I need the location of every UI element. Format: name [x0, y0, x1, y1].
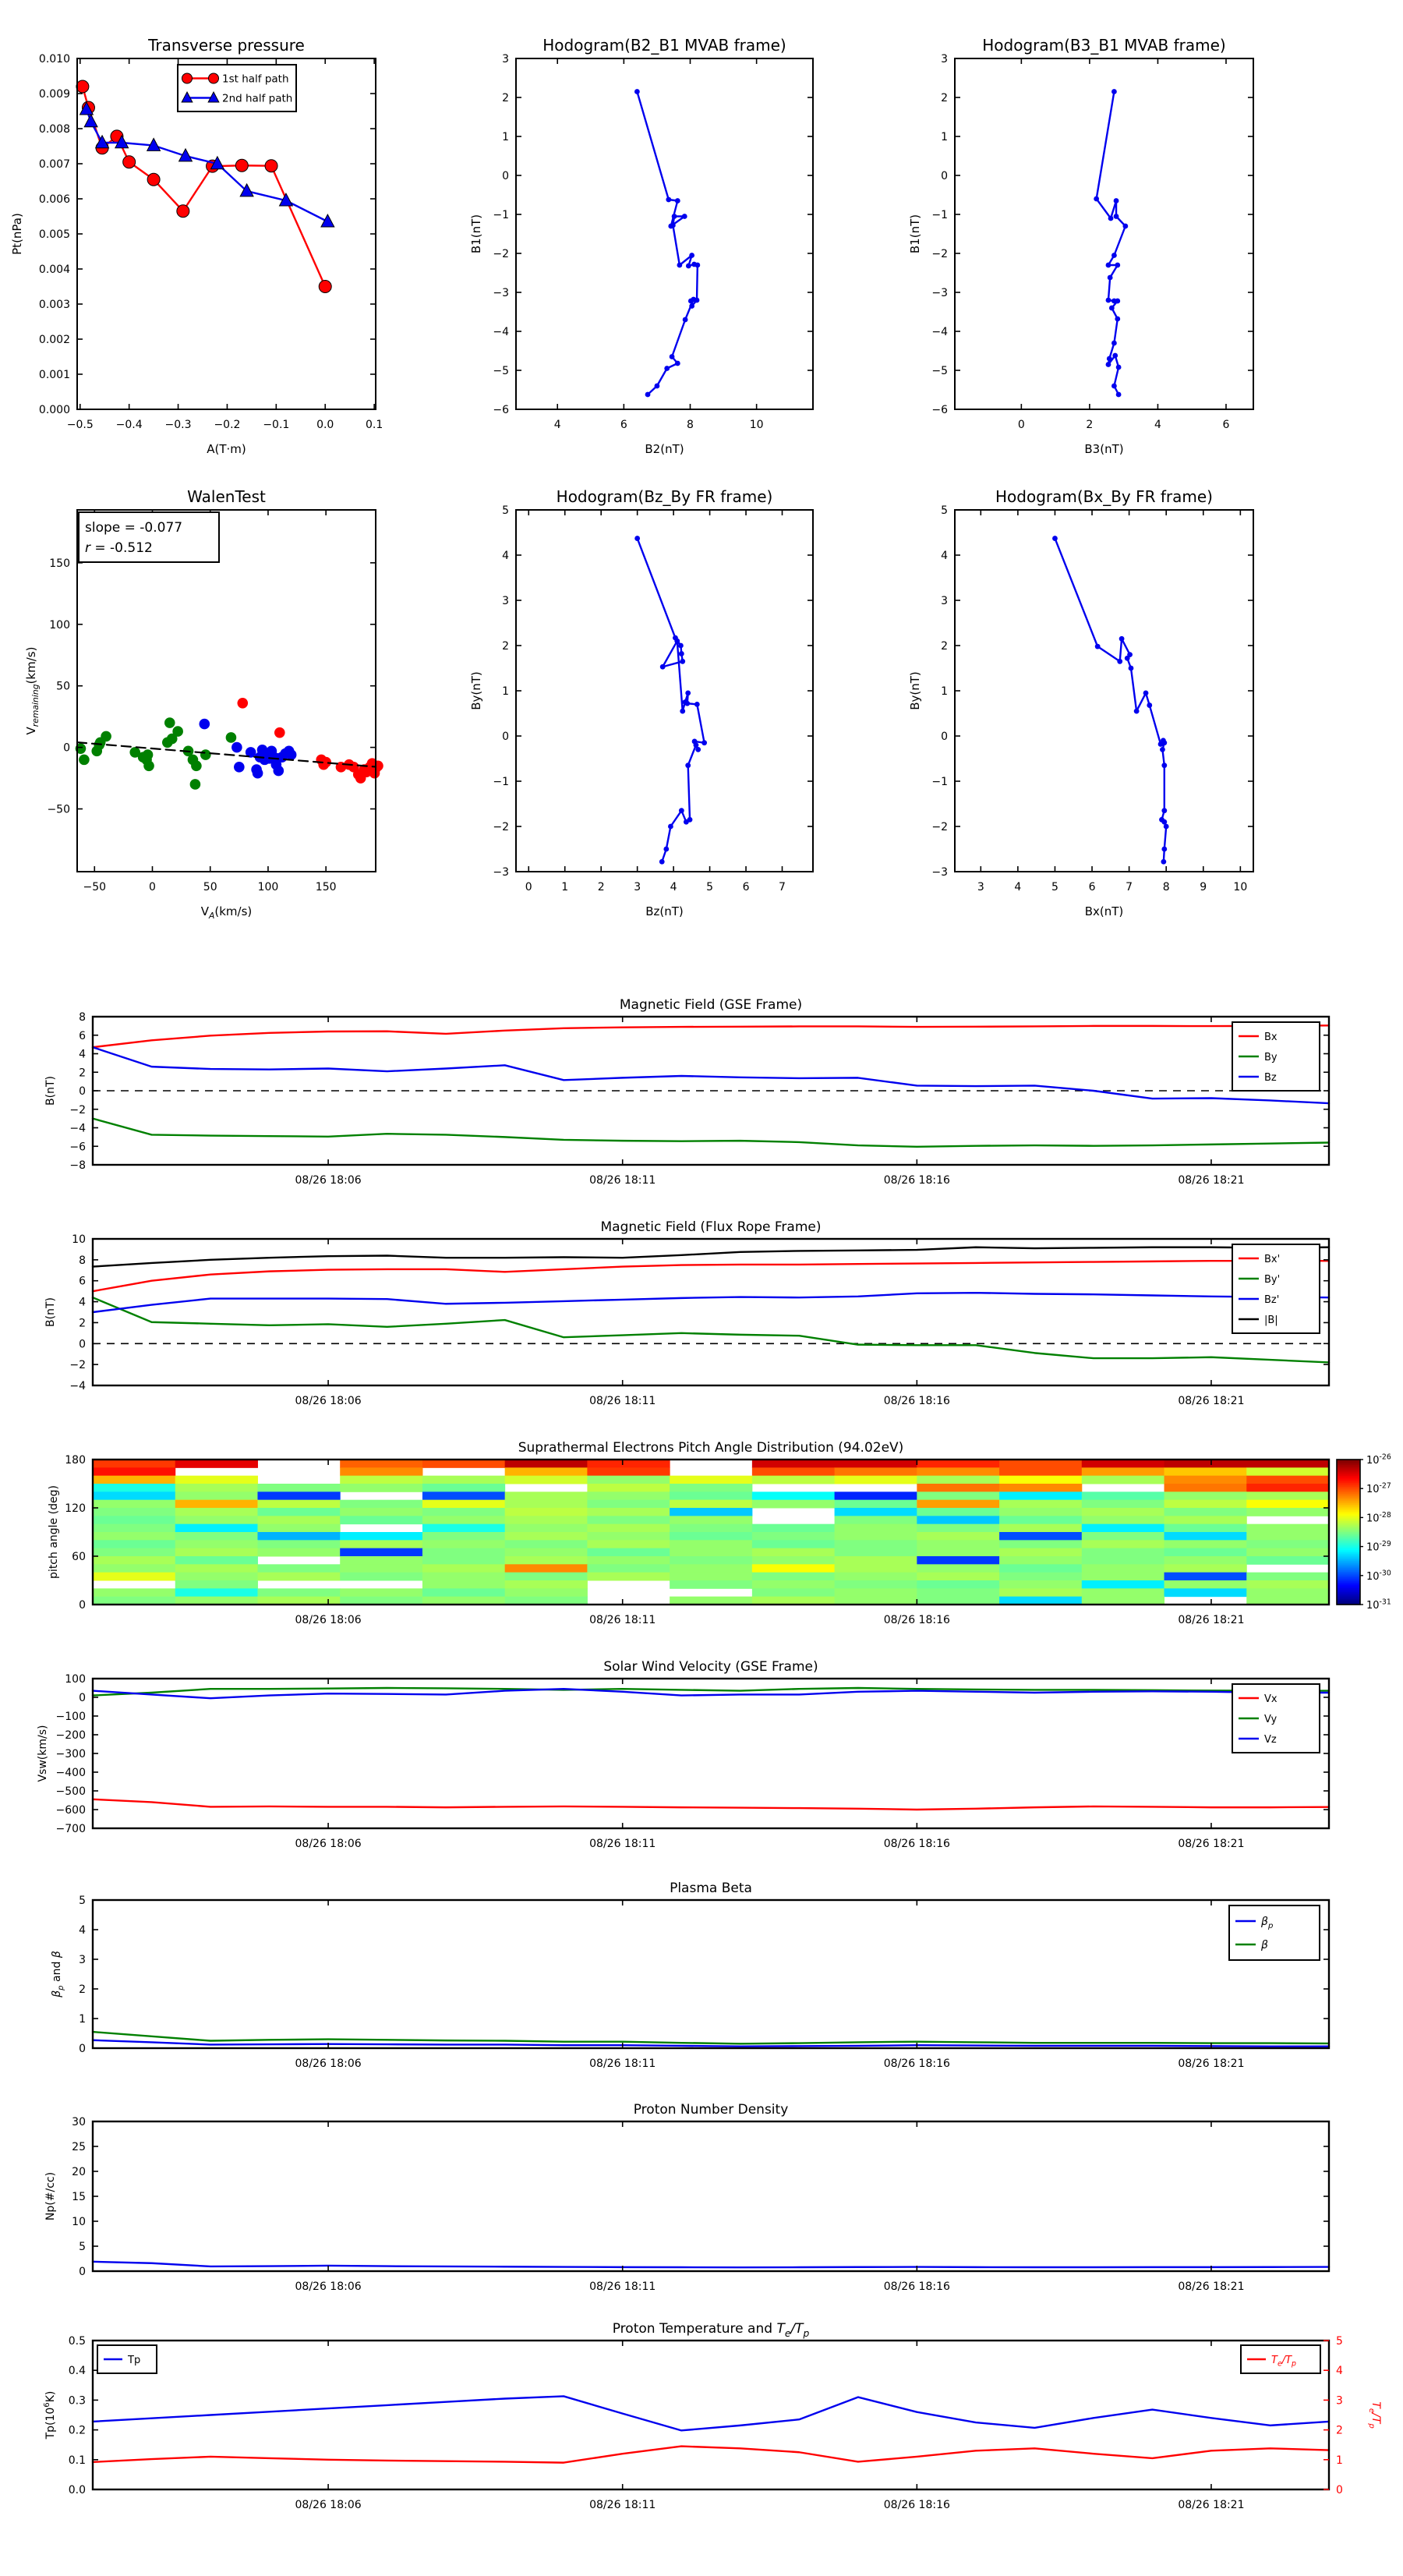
x-tick-label: 08/26 18:16: [883, 1838, 950, 1850]
y-tick-label: 0: [63, 741, 70, 755]
x-tick-label: 7: [1126, 881, 1133, 893]
x-tick-label: 6: [742, 881, 750, 893]
y-axis-label: B(nT): [44, 1076, 57, 1106]
legend-label: |B|: [1264, 1315, 1278, 1326]
legend-label: Tp: [128, 2355, 141, 2366]
y-tick-label: −4: [931, 326, 948, 338]
x-tick-label: 08/26 18:11: [589, 2499, 656, 2511]
panel-title: Suprathermal Electrons Pitch Angle Distribution (94.02eV): [518, 1440, 904, 1456]
y-tick-label: −500: [55, 1785, 86, 1798]
x-tick-label: 08/26 18:21: [1178, 1614, 1245, 1626]
x-axis-label: $V_A(km/s)$: [200, 904, 253, 922]
y-tick-label: 50: [56, 680, 70, 693]
x-tick-label: 0: [1017, 419, 1025, 431]
panel-title: Solar Wind Velocity (GSE Frame): [603, 1659, 818, 1675]
y-tick-label: −600: [55, 1804, 86, 1817]
y-tick-label: 3: [79, 1954, 86, 1966]
x-tick-label: 08/26 18:06: [295, 1838, 362, 1850]
y-tick-label: 8: [79, 1011, 86, 1024]
x-tick-label: 08/26 18:16: [883, 2499, 950, 2511]
y-tick-label: 0: [79, 1599, 86, 1612]
panel-title: Hodogram(Bx_By FR frame): [995, 487, 1214, 506]
x-tick-label: 08/26 18:21: [1178, 2281, 1245, 2293]
x-tick-label: −50: [83, 881, 107, 893]
y-tick-label: 180: [65, 1454, 86, 1467]
legend-label: 1st half path: [222, 73, 289, 86]
colorbar-tick-label: $10^{-27}$: [1366, 1481, 1391, 1496]
x-tick-label: 5: [1051, 881, 1058, 893]
panel-title: Hodogram(Bz_By FR frame): [556, 487, 773, 506]
y-tick-label: 0.3: [68, 2394, 86, 2408]
y-tick-label: 150: [49, 557, 70, 570]
y-tick-label: 4: [79, 1924, 86, 1937]
y-tick-label: −4: [69, 1122, 86, 1135]
y-tick-label: 0.004: [38, 264, 70, 276]
x-tick-label: 5: [706, 881, 714, 893]
y-tick-label: 100: [65, 1673, 86, 1686]
x-tick-label: 08/26 18:06: [295, 1395, 362, 1407]
y-tick-label: 0.007: [38, 158, 70, 171]
y-tick-label: 5: [941, 504, 948, 517]
x-axis-label: B3(nT): [1084, 442, 1124, 456]
y-axis-label: By(nT): [908, 671, 922, 710]
y-tick-label: −4: [493, 326, 509, 338]
panel-title: Hodogram(B2_B1 MVAB frame): [542, 36, 786, 55]
y-axis-label: B1(nT): [908, 214, 922, 254]
legend-label: $\beta_p$: [1261, 1916, 1274, 1930]
x-tick-label: 08/26 18:06: [295, 1174, 362, 1187]
y-tick-label: 3: [941, 595, 948, 607]
x-tick-label: 08/26 18:21: [1178, 2499, 1245, 2511]
x-tick-label: 08/26 18:11: [589, 2281, 656, 2293]
x-tick-label: 08/26 18:16: [883, 2281, 950, 2293]
y-axis-label: B1(nT): [469, 214, 483, 254]
y-tick-label: 5: [502, 504, 509, 517]
y-tick-label: −2: [493, 821, 509, 833]
x-axis-label: Bz(nT): [645, 904, 684, 918]
x-tick-label: 9: [1200, 881, 1207, 893]
panel-title: Proton Number Density: [633, 2102, 789, 2118]
x-tick-label: 6: [1222, 419, 1230, 431]
x-tick-label: 08/26 18:16: [883, 1614, 950, 1626]
panel-title: WalenTest: [187, 487, 266, 506]
x-tick-label: 8: [687, 419, 694, 431]
x-tick-label: 4: [1014, 881, 1022, 893]
y-tick-label: −200: [55, 1729, 86, 1742]
y-tick-label: 0.009: [38, 88, 70, 101]
legend-box: [1229, 1905, 1320, 1960]
y-tick-label: 30: [72, 2116, 86, 2128]
y-tick-label: 0.002: [38, 334, 70, 346]
y-tick-label: 25: [72, 2141, 86, 2153]
y-tick-label: −4: [69, 1380, 86, 1392]
y-tick-label: 1: [941, 685, 948, 698]
y-tick-label: −3: [493, 866, 509, 879]
y-tick-label: −5: [493, 365, 509, 377]
x-tick-label: 08/26 18:16: [883, 1174, 950, 1187]
x-tick-label: −0.3: [164, 419, 192, 431]
y-tick-label: 6: [79, 1275, 86, 1288]
x-tick-label: 08/26 18:06: [295, 2058, 362, 2070]
y-tick-label: −6: [931, 404, 948, 416]
x-tick-label: 08/26 18:11: [589, 1395, 656, 1407]
x-tick-label: −0.2: [214, 419, 241, 431]
x-tick-label: 2: [597, 881, 605, 893]
y-tick-label: −3: [493, 287, 509, 299]
y-tick-label: 2: [502, 640, 509, 653]
x-axis-label: Bx(nT): [1084, 904, 1124, 918]
x-tick-label: 10: [749, 419, 764, 431]
x-tick-label: 08/26 18:16: [883, 1395, 950, 1407]
y-tick-label: −300: [55, 1748, 86, 1760]
x-tick-label: 3: [977, 881, 984, 893]
x-tick-label: −0.4: [115, 419, 143, 431]
y2-tick-label: 0: [1336, 2484, 1343, 2496]
y-tick-label: 120: [65, 1502, 86, 1515]
x-tick-label: 7: [779, 881, 786, 893]
legend-label: By': [1264, 1274, 1281, 1286]
colorbar-tick-label: $10^{-28}$: [1366, 1510, 1391, 1525]
y-tick-label: 10: [72, 1233, 86, 1246]
y-tick-label: 6: [79, 1029, 86, 1042]
y-tick-label: 0.003: [38, 299, 70, 311]
y-tick-label: 3: [502, 595, 509, 607]
y-axis-label: $Tp(10^6K)$: [43, 2390, 57, 2440]
legend-label: β: [1261, 1939, 1268, 1951]
y-tick-label: 4: [941, 550, 948, 562]
x-tick-label: 0.0: [316, 419, 334, 431]
colorbar-tick-label: $10^{-31}$: [1366, 1598, 1391, 1612]
y-axis-label: Vsw(km/s): [37, 1725, 49, 1782]
legend-label: Vy: [1264, 1714, 1278, 1725]
x-tick-label: 08/26 18:21: [1178, 1174, 1245, 1187]
y-tick-label: 0: [941, 731, 948, 743]
y2-tick-label: 3: [1336, 2394, 1343, 2408]
legend-label: By: [1264, 1052, 1278, 1063]
y-tick-label: 1: [79, 2013, 86, 2026]
y-tick-label: 0: [79, 1338, 86, 1351]
y2-tick-label: 5: [1336, 2335, 1343, 2348]
x-tick-label: 150: [315, 881, 337, 893]
x-tick-label: 6: [620, 419, 627, 431]
y-tick-label: −400: [55, 1767, 86, 1779]
y-tick-label: −50: [47, 803, 70, 816]
colorbar-tick-label: $10^{-30}$: [1366, 1569, 1391, 1583]
y-tick-label: 4: [79, 1048, 86, 1061]
y-tick-label: 0: [79, 1692, 86, 1704]
y-tick-label: 0: [79, 1085, 86, 1098]
y-tick-label: 2: [941, 640, 948, 653]
y-tick-label: 0.2: [68, 2424, 86, 2437]
x-axis-label: A(T·m): [207, 442, 246, 456]
y-tick-label: 10: [72, 2216, 86, 2228]
x-tick-label: 8: [1162, 881, 1170, 893]
y-axis-label: Pt(nPa): [10, 213, 24, 255]
y-tick-label: 20: [72, 2166, 86, 2178]
x-tick-label: 08/26 18:06: [295, 2499, 362, 2511]
y-tick-label: 0.001: [38, 369, 70, 381]
y-tick-label: 5: [79, 2241, 86, 2253]
y-axis-label: $\beta_p$ and β: [51, 1951, 65, 1997]
x-tick-label: 100: [257, 881, 279, 893]
y2-axis-label: $T_e/T_p$: [1367, 2401, 1382, 2429]
y-tick-label: 0.1: [68, 2454, 86, 2467]
y-tick-label: 8: [79, 1254, 86, 1267]
x-axis-label: B2(nT): [645, 442, 684, 456]
x-tick-label: 0.1: [365, 419, 383, 431]
y-tick-label: 4: [502, 550, 509, 562]
x-tick-label: 08/26 18:11: [589, 2058, 656, 2070]
y-tick-label: −6: [69, 1141, 86, 1154]
x-tick-label: 0: [525, 881, 532, 893]
legend-label: 2nd half path: [222, 92, 293, 105]
y2-tick-label: 2: [1336, 2424, 1343, 2437]
y-tick-label: 0.0: [68, 2484, 86, 2496]
y-tick-label: 100: [49, 618, 70, 632]
y-tick-label: 3: [941, 53, 948, 65]
x-tick-label: 08/26 18:11: [589, 1614, 656, 1626]
x-tick-label: 08/26 18:11: [589, 1838, 656, 1850]
y-tick-label: 1: [502, 685, 509, 698]
y-tick-label: −2: [69, 1359, 86, 1372]
y-tick-label: 1: [941, 131, 948, 143]
y-tick-label: −2: [931, 248, 948, 260]
legend-label: $T_e/T_p$: [1271, 2355, 1296, 2369]
y-tick-label: −1: [493, 776, 509, 788]
y2-tick-label: 1: [1336, 2454, 1343, 2467]
y-tick-label: −1: [493, 209, 509, 221]
y-tick-label: −6: [493, 404, 509, 416]
y-tick-label: −1: [931, 209, 948, 221]
y-axis-label: By(nT): [469, 671, 483, 710]
panel-title: Plasma Beta: [670, 1881, 752, 1896]
y-tick-label: 0.5: [68, 2335, 86, 2348]
panel-title: Transverse pressure: [148, 36, 305, 55]
panel-title: Proton Temperature and $T_e/T_p$: [612, 2321, 810, 2339]
y-tick-label: 0.008: [38, 123, 70, 136]
y-tick-label: 0.010: [38, 53, 70, 65]
y-tick-label: 0: [79, 2043, 86, 2055]
y-tick-label: −100: [55, 1711, 86, 1723]
y-tick-label: −700: [55, 1823, 86, 1835]
legend-label: Bz: [1264, 1072, 1277, 1084]
y-tick-label: −2: [69, 1103, 86, 1116]
x-tick-label: 08/26 18:21: [1178, 1838, 1245, 1850]
y-tick-label: 2: [79, 1317, 86, 1330]
x-tick-label: 08/26 18:06: [295, 2281, 362, 2293]
x-tick-label: 2: [1086, 419, 1094, 431]
y-tick-label: 0: [502, 170, 509, 182]
legend-label: Bz': [1264, 1294, 1280, 1306]
y-axis-label: Np(#/cc): [44, 2171, 57, 2221]
x-tick-label: 10: [1233, 881, 1248, 893]
y-tick-label: 2: [502, 92, 509, 104]
x-tick-label: 6: [1088, 881, 1096, 893]
y-tick-label: 2: [79, 1983, 86, 1996]
y-tick-label: 0: [502, 731, 509, 743]
y-tick-label: 0: [941, 170, 948, 182]
x-tick-label: 4: [1154, 419, 1161, 431]
x-tick-label: 3: [634, 881, 641, 893]
y-axis-label: pitch angle (deg): [48, 1485, 60, 1579]
y-tick-label: 0.4: [68, 2365, 86, 2378]
y-tick-label: −8: [69, 1159, 86, 1172]
legend-label: Vx: [1264, 1693, 1278, 1705]
y-tick-label: −5: [931, 365, 948, 377]
annotation-line: slope = -0.077: [85, 520, 183, 536]
x-tick-label: −0.1: [263, 419, 290, 431]
colorbar-tick-label: $10^{-26}$: [1366, 1453, 1391, 1467]
x-tick-label: 4: [670, 881, 677, 893]
panel-title: Magnetic Field (Flux Rope Frame): [600, 1219, 822, 1235]
x-tick-label: 1: [561, 881, 569, 893]
y-axis-label: B(nT): [44, 1297, 57, 1327]
y-tick-label: 15: [72, 2191, 86, 2203]
y-tick-label: 5: [79, 1895, 86, 1907]
x-tick-label: 50: [203, 881, 217, 893]
colorbar-tick-label: $10^{-29}$: [1366, 1540, 1391, 1554]
x-tick-label: 0: [149, 881, 156, 893]
y-tick-label: −3: [931, 287, 948, 299]
y-tick-label: 3: [502, 53, 509, 65]
y-tick-label: 2: [941, 92, 948, 104]
legend-label: Bx': [1264, 1254, 1281, 1265]
y-tick-label: −3: [931, 866, 948, 879]
x-tick-label: 08/26 18:16: [883, 2058, 950, 2070]
legend-label: Vz: [1264, 1734, 1277, 1746]
x-tick-label: 08/26 18:11: [589, 1174, 656, 1187]
y-tick-label: 1: [502, 131, 509, 143]
y-tick-label: 0.000: [38, 404, 70, 416]
annotation-line: r = -0.512: [85, 540, 153, 556]
legend-label: Bx: [1264, 1031, 1278, 1043]
x-tick-label: −0.5: [66, 419, 94, 431]
y-tick-label: −2: [493, 248, 509, 260]
x-tick-label: 08/26 18:06: [295, 1614, 362, 1626]
y-tick-label: −1: [931, 776, 948, 788]
y-tick-label: 0: [79, 2266, 86, 2278]
panel-title: Hodogram(B3_B1 MVAB frame): [982, 36, 1226, 55]
y-tick-label: −2: [931, 821, 948, 833]
y-tick-label: 4: [79, 1296, 86, 1309]
y-axis-label: $V_{remaining}(km/s)$: [24, 646, 41, 735]
y-tick-label: 0.006: [38, 193, 70, 206]
panel-title: Magnetic Field (GSE Frame): [619, 997, 803, 1013]
y-tick-label: 60: [72, 1551, 86, 1563]
x-tick-label: 08/26 18:21: [1178, 2058, 1245, 2070]
y-tick-label: 0.005: [38, 228, 70, 241]
y2-tick-label: 4: [1336, 2365, 1343, 2378]
x-tick-label: 4: [553, 419, 561, 431]
y-tick-label: 2: [79, 1067, 86, 1080]
x-tick-label: 08/26 18:21: [1178, 1395, 1245, 1407]
